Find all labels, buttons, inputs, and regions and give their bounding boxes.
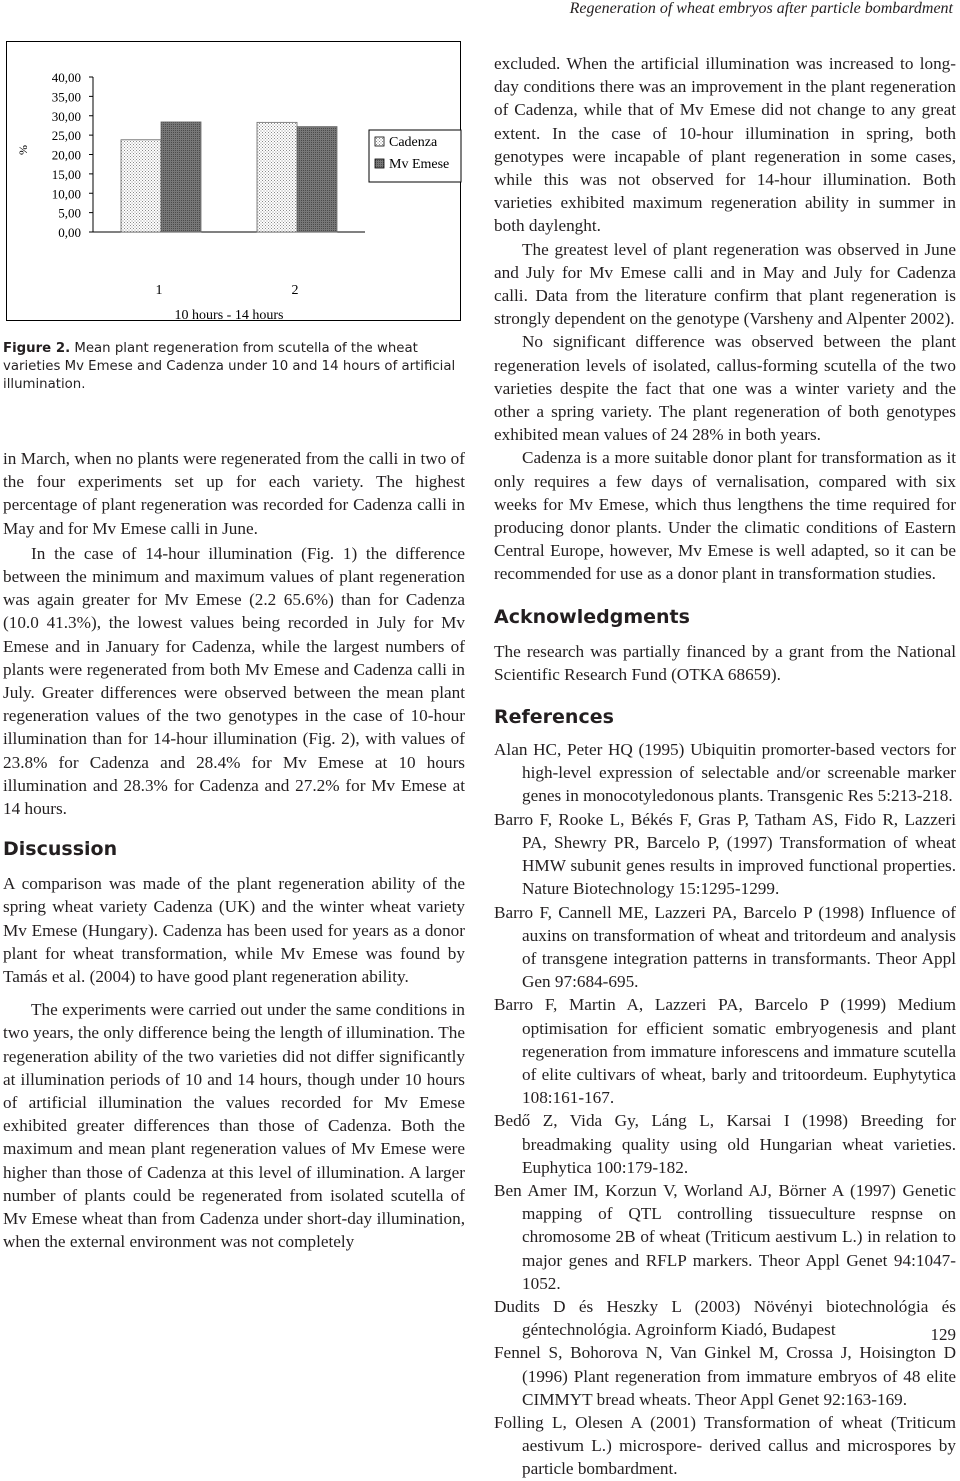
- x-tick-label: 1: [155, 283, 163, 298]
- legend-label: Mv Emese: [389, 157, 450, 172]
- figure-caption-text: Mean plant regeneration from scutella of the wheat varieties Mv Emese and Cadenza under 10 and 14 hours of artificial illumination.: [3, 341, 456, 392]
- left-para-1: in March, when no plants were regenerated from the calli in two of the four experiments set up for each variety. The highest percentage of plant regeneration was recorded for Cadenza calli in May and for Mv Emese calli in June.: [3, 449, 465, 538]
- page-number: 129: [930, 1325, 956, 1344]
- figure-caption-label: Figure 2.: [3, 341, 71, 356]
- right-para-1: excluded. When the artificial illumination was increased to long-day conditions there was an improvement in the plant regeneration of Cadenza, while that of Mv Emese did not change to any great extent. In the case of 10-hour illumination in spring, both genotypes were incapable of plant regeneration in some cases, while this was not observed for 14-hour illumination. Both varieties exhibited maximum regeneration ability in summer in both daylenght.: [494, 54, 956, 236]
- reference-item: Fennel S, Bohorova N, Van Ginkel M, Crossa J, Hoisington D (1996) Plant regeneration from immature embryos of 48 elite CIMMYT bread wheats. Theor Appl Genet 92:163-169.: [494, 1343, 956, 1409]
- reference-item: Folling L, Olesen A (2001) Transformation of wheat (Triticum aestivum L.) microspore- derived callus and microspores by particle bombardment.: [494, 1412, 956, 1479]
- y-tick-label: 25,00: [51, 128, 81, 144]
- y-tick-label: 15,00: [51, 166, 81, 182]
- right-para-2: The greatest level of plant regeneration was observed in June and July for Mv Emese calli and in May and July for Cadenza calli. Data from the literature confirm that plant regeneration is strongly dependent on the genotype (Varsheny and Alpenter 2002).: [494, 239, 956, 329]
- left-para-2: In the case of 14-hour illumination (Fig. 1) the difference between the minimum and maximum values of plant regeneration was again greater for Mv Emese (2.2 65.6%) than for Cadenza (10.0 41.3%), the lowest values being recorded in July for Mv Emese and in January for Cadenza, while the largest numbers of plants were regenerated from both Mv Emese and Cadenza calli in July. Greater differences were observed between the mean plant regeneration values of the two genotypes in the case of 10-hour illumination than for 14-hour illumination (Fig. 2), with values of 23.8% for Cadenza and 28.4% for Mv Emese at 10 hours illumination and 28.3% for Cadenza and 27.2% for Mv Emese at 14 hours.: [3, 543, 465, 819]
- right-para-4: Cadenza is a more suitable donor plant for transformation as it only requires a few days of vernalisation, compared with six weeks for Mv Emese, which thus lengthens the time required for producing donor plants. Under the climatic conditions of Eastern Central Europe, however, Mv Emese is well adapted, so it can be recommended for use as a donor plant in transformation studies.: [494, 448, 956, 584]
- y-tick-label: 5,00: [58, 205, 81, 221]
- reference-item: Dudits D és Heszky L (2003) Növényi biotechnológia és géntechnológia. Agroinform Kiadó, Budapest: [494, 1296, 956, 1340]
- bar-cadenza-1: [121, 140, 161, 232]
- reference-item: Bedő Z, Vida Gy, Láng L, Karsai I (1998) Breeding for breadmaking quality using old Hungarian wheat varieties. Euphytica 100:179-182.: [494, 1111, 956, 1177]
- y-tick-label: 20,00: [51, 147, 81, 163]
- right-column: [494, 52, 956, 1481]
- bar-mv-emese-2: [297, 127, 337, 232]
- figure-2-chart: [6, 41, 461, 321]
- references-heading: References: [494, 706, 614, 729]
- y-tick-label: 35,00: [51, 89, 81, 105]
- y-tick-label: 0,00: [58, 225, 81, 240]
- figure-caption: [3, 340, 465, 394]
- y-tick-label: 40,00: [51, 70, 81, 85]
- reference-item: Barro F, Cannell ME, Lazzeri PA, Barcelo P (1998) Influence of auxins on transformation of wheat and tritordeum and analysis of transgene integration patterns in transformants. Theor Appl Gen 97:684-695.: [494, 902, 956, 992]
- legend-swatch: [375, 159, 384, 168]
- acknowledgments-heading: Acknowledgments: [494, 605, 690, 628]
- x-tick-label: 2: [291, 283, 299, 298]
- reference-item: Alan HC, Peter HQ (1995) Ubiquitin promorter-based vectors for high-level expression of selectable and/or screenable marker genes in monocotyledonous plants. Transgenic Res 5:213-218.: [494, 740, 956, 806]
- y-tick-label: 30,00: [51, 108, 81, 124]
- bar-chart: [7, 42, 462, 322]
- left-column: [3, 447, 465, 1254]
- running-title: Regeneration of wheat embryos after particle bombardment: [569, 0, 953, 17]
- left-para-4: The experiments were carried out under the same conditions in two years, the only difference being the length of illumination. The regeneration ability of the two varieties did not differ significantly at illumination periods of 10 and 14 hours, though under 10 hours of artificial illumination the values recorded for Mv Emese exhibited greater differences than those of Cadenza. Both the maximum and mean plant regeneration values of Mv Emese were higher than those of Cadenza at this level of illumination. A larger number of plants could be regenerated from isolated scutella of Mv Emese wheat than from Cadenza under short-day illumination, when the external environment was not completely: [3, 1000, 465, 1252]
- reference-list: [494, 738, 956, 1481]
- discussion-heading: Discussion: [3, 838, 118, 861]
- x-axis-label: 10 hours - 14 hours: [174, 308, 284, 322]
- y-axis-label: %: [16, 145, 30, 155]
- right-para-3: No significant difference was observed between the plant regeneration levels of isolated, callus-forming scutella of the two varieties despite the fact that one was a winter variety and the other a spring variety. The plant regeneration of both genotypes exhibited mean values of 24 28% in both years.: [494, 332, 956, 445]
- legend-label: Cadenza: [389, 135, 438, 150]
- bar-cadenza-2: [257, 122, 297, 232]
- acknowledgments-text: The research was partially financed by a grant from the National Scientific Research Fund (OTKA 68659).: [494, 641, 956, 684]
- reference-item: Barro F, Martin A, Lazzeri PA, Barcelo P (1999) Medium optimisation for efficient somatic embryogenesis and plant regeneration from immature inforescens and immature scutella of elite cultivars of wheat, barly and tritoordeum. Euphytytica 108:161-167.: [494, 995, 956, 1108]
- left-para-3: A comparison was made of the plant regeneration ability of the spring wheat variety Cadenza (UK) and the winter wheat variety Mv Emese (Hungary). Cadenza has been used for years as a donor plant for wheat transformation, while Mv Emese was found by Tamás et al. (2004) to have good plant regeneration ability.: [3, 874, 465, 987]
- legend-swatch: [375, 137, 384, 146]
- reference-item: Ben Amer IM, Korzun V, Worland AJ, Börner A (1997) Genetic mapping of QTL controlling tissueculture respnse on chromosome 2B of wheat (Triticum aestivum L.) in relation to major genes and RFLP markers. Theor Appl Genet 94:1047-1052.: [494, 1180, 956, 1293]
- y-tick-label: 10,00: [51, 186, 81, 202]
- reference-item: Barro F, Rooke L, Békés F, Gras P, Tatham AS, Fido R, Lazzeri PA, Shewry PR, Barcelo P, (1997) Transformation of wheat HMW subunit genes results in improved functional properties. Nature Biotechnology 15:1295-1299.: [494, 809, 956, 899]
- bar-mv-emese-1: [161, 122, 201, 232]
